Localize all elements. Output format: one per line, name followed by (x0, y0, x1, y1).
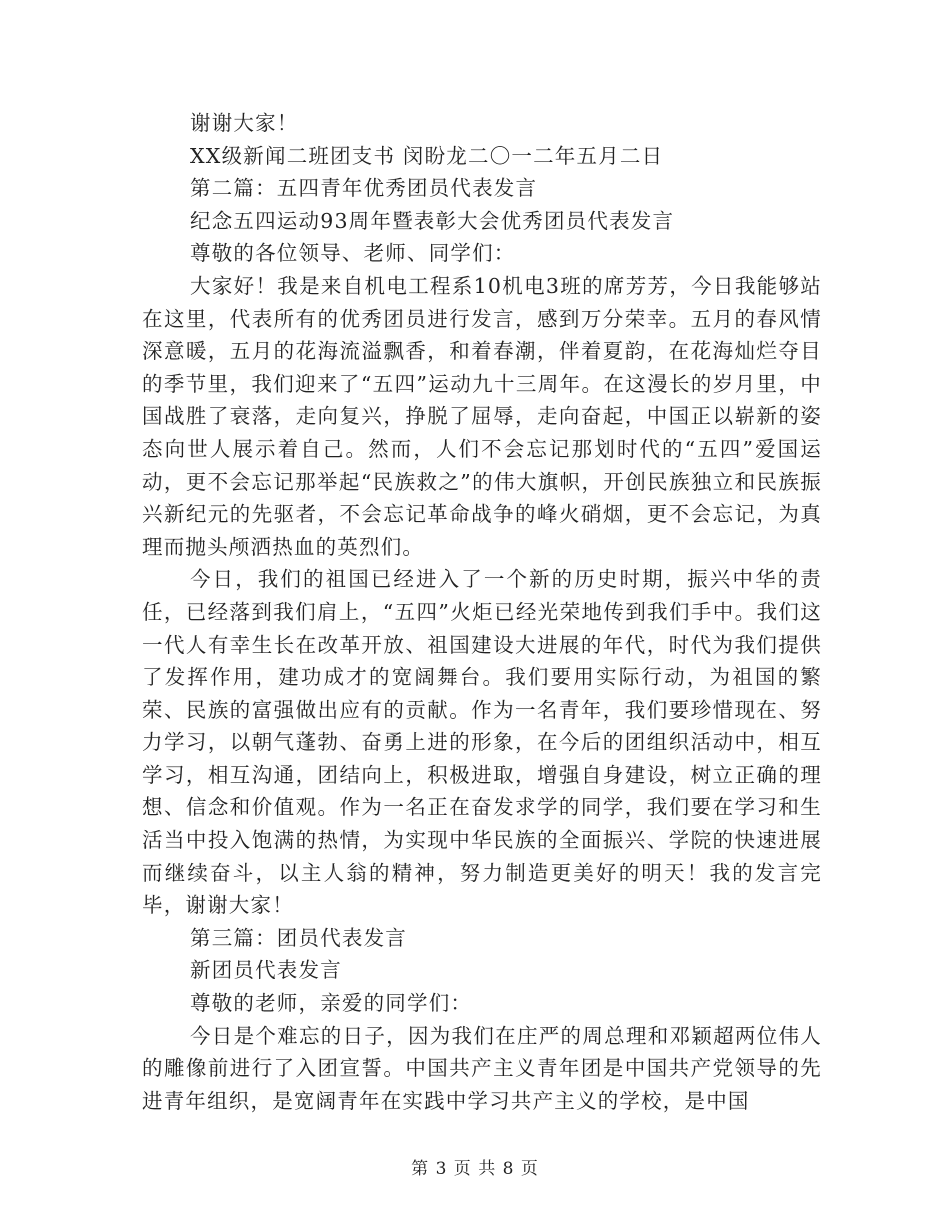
body-paragraph: 今日是个难忘的日子，因为我们在庄严的周总理和邓颖超两位伟人的雕像前进行了入团宣誓。中国共产主义青年团是中国共产党领导的先进青年组织，是宽阔青年在实践中学习共产主义的学校，是中国 (142, 1023, 822, 1113)
closing-thanks: 谢谢大家！ (190, 111, 299, 135)
speech-title-3: 新团员代表发言 (190, 958, 342, 983)
body-paragraph: 今日，我们的祖国已经进入了一个新的历史时期，振兴中华的责任，已经落到我们肩上，“五四”火炬已经光荣地传到我们手中。我们这一代人有幸生长在改革开放、祖国建设大进展的年代，时代为我们提供了发挥作用，建功成才的宽阔舞台。我们要用实际行动，为祖国的繁荣、民族的富强做出应有的贡献。作为一名青年，我们要珍惜现在、努力学习，以朝气蓬勃、奋勇上进的形象，在今后的团组织活动中，相互学习，相互沟通，团结向上，积极进取，增强自身建设，树立正确的理想、信念和价值观。作为一名正在奋发求学的同学，我们要在学习和生活当中投入饱满的热情，为实现中华民族的全面振兴、学院的快速进展而继续奋斗，以主人翁的精神，努力制造更美好的明天！我的发言完毕，谢谢大家！ (142, 567, 822, 918)
salutation-2: 尊敬的各位领导、老师、同学们： (190, 241, 516, 266)
page-number-footer: 第 3 页 共 8 页 (411, 1159, 539, 1179)
signature-line: XX级新闻二班团支书 闵盼龙二〇一二年五月二日 (190, 143, 664, 168)
section-heading-2: 第二篇：五四青年优秀团员代表发言 (190, 176, 538, 201)
body-paragraph: 大家好！我是来自机电工程系10机电3班的席芳芳，今日我能够站在这里，代表所有的优秀团员进行发言，感到万分荣幸。五月的春风情深意暖，五月的花海流溢飘香，和着春潮，伴着夏韵，在花海灿烂夺目的季节里，我们迎来了“五四”运动九十三周年。在这漫长的岁月里，中国战胜了衰落，走向复兴，挣脱了屈辱，走向奋起，中国正以崭新的姿态向世人展示着自己。然而，人们不会忘记那划时代的“五四”爱国运动，更不会忘记那举起“民族救之”的伟大旗帜，开创民族独立和民族振兴新纪元的先驱者，不会忘记革命战争的峰火硝烟，更不会忘记，为真理而抛头颅洒热血的英烈们。 (142, 273, 822, 559)
section-heading-3: 第三篇：团员代表发言 (190, 925, 407, 950)
document-body (142, 107, 822, 1117)
salutation-3: 尊敬的老师，亲爱的同学们： (190, 991, 473, 1016)
speech-title-2: 纪念五四运动93周年暨表彰大会优秀团员代表发言 (190, 208, 675, 233)
